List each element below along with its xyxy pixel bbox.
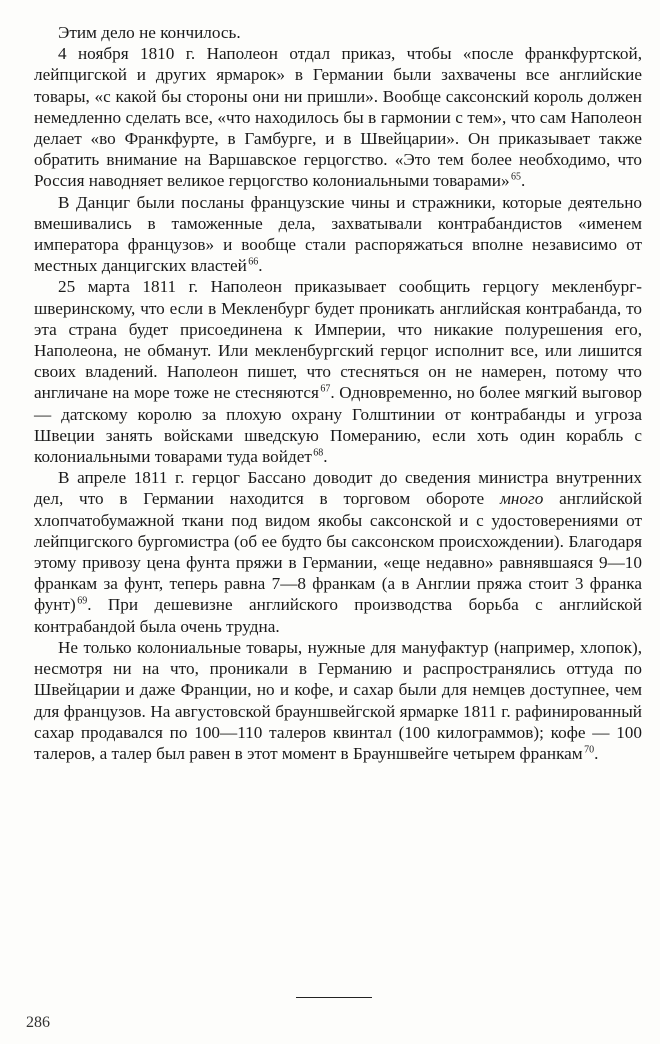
paragraph-text: Одновременно, но более мягкий выговор — датскому королю за плохую охрану Голштинии от контрабанды и угроза Швеции занять войсками шведскую Померанию, если хоть один корабль с колониальными товарами туда войдет xyxy=(34,383,643,467)
paragraph-1 xyxy=(34,22,642,43)
page-number: 286 xyxy=(26,1014,50,1031)
paragraph-text: Этим дело не кончилось. xyxy=(58,23,241,42)
paragraph-2: 4 ноября 1810 г. Наполеон отдал приказ, чтобы «после франкфуртской, лейпцигской и других ярмарок» в Германии были захвачены все английские товары, «с какой бы стороны они ни пришли». Вообще саксонский король должен немедленно сделать все, «что находилось бы в гармонии с тем», что сам Наполеон делает «во Франкфурте, в Гамбурге, и в Швейцарии». Он приказывает также обратить внимание на Варшавское герцогство. «Это тем более необходимо, что Россия наводняет великое герцогство колониальными товарами» $^{65}$. xyxy=(34,44,642,191)
paragraph-text: В Данциг были посланы французские чины и стражники, которые деятельно вмешивались в таможенные дела, захватывали контрабандистов «именем императора французов» и вообще стали распоряжаться вполне независимо от местных данцигских властей xyxy=(34,192,642,276)
paragraph-4: 25 марта 1811 г. Наполеон приказывает сообщить герцогу мекленбург-шверинскому, что если в Мекленбург будет проникать английская контрабанда, то эта страна будет присоединена к Империи, что никакие полурешения его, Наполеона, не обманут. Или мекленбургский герцог исполнит все, или лишится своих владений. Наполеон пишет, что стесняться он не намерен, потому что англичане на море тоже не стесняются $^{67}$. Одновременно, но более мягкий выговор — датскому королю за плохую охрану Голштинии от контрабанды и угроза Швеции занять войсками шведскую Померанию, если хоть один корабль с колониальными товарами туда войдет $^{68}$. xyxy=(34,277,643,467)
paragraph-text: Не только колониальные товары, нужные для мануфактур (например, хлопок), несмотря ни на что, проникали в Германию и распространялись оттуда по Швейцарии и даже Франции, но и кофе, и сахар были для немцев доступнее, чем для французов. На августовской брауншвейгской ярмарке 1811 г. рафинированный сахар продавался по 100—110 талеров квинтал (100 килограммов); кофе — 100 талеров, а талер был равен в этот момент в Брауншвейге четырем франкам xyxy=(34,637,642,763)
text-body xyxy=(34,22,642,764)
footnote-ref: 68 xyxy=(313,447,324,459)
paragraph-text: В апреле 1811 г. герцог Бассано доводит до сведения министра внутренних дел, что в Германии находится в торговом обороте xyxy=(34,468,642,509)
section-divider xyxy=(296,997,372,998)
emphasized-word: много xyxy=(499,489,544,509)
paragraph-5: В апреле 1811 г. герцог Бассано доводит до сведения министра внутренних дел, что в Германии находится в торговом обороте много английской хлопчатобумажной ткани под видом якобы саксонской и с удостоверениями от лейпцигского бургомистра (об ее будто бы саксонском происхождении). Благодаря этому привозу цена фунта пряжи в Германии, «еще недавно» равнявшаяся 9—10 франкам за фунт, теперь равна 7—8 франкам (а в Англии пряжа стоит 3 франка фунт) $^{69}$. При дешевизне английского производства борьба с английской контрабандой была очень трудна. xyxy=(34,468,643,636)
paragraph-text: 4 ноября 1810 г. Наполеон отдал приказ, чтобы «после франкфуртской, лейпцигской и других ярмарок» в Германии были захвачены все английские товары, «с какой бы стороны они ни пришли». Вообще саксонский король должен немедленно сделать все, «что находилось бы в гармонии с тем», что сам Наполеон делает «во Франкфурте, в Гамбурге, и в Швейцарии». Он приказывает также обратить внимание на Варшавское герцогство. «Это тем более необходимо, что Россия наводняет великое герцогство колониальными товарами» xyxy=(34,44,642,191)
paragraph-6: Не только колониальные товары, нужные для мануфактур (например, хлопок), несмотря ни на что, проникали в Германию и распространялись оттуда по Швейцарии и даже Франции, но и кофе, и сахар были для немцев доступнее, чем для французов. На августовской брауншвейгской ярмарке 1811 г. рафинированный сахар продавался по 100—110 талеров квинтал (100 килограммов); кофе — 100 талеров, а талер был равен в этот момент в Брауншвейге четырем франкам $^{70}$. xyxy=(34,637,642,763)
footnote-ref: 66 xyxy=(248,256,259,268)
paragraph-text: английской хлопчатобумажной ткани под видом якобы саксонской и с удостоверениями от лейпцигского бургомистра (об ее будто бы саксонском происхождении). Благодаря этому привозу цена фунта пряжи в Германии, «еще недавно» равнявшаяся 9—10 франкам за фунт, теперь равна 7—8 франкам (а в Англии пряжа стоит 3 франка фунт) xyxy=(34,489,643,615)
paragraph-text: 25 марта 1811 г. Наполеон приказывает сообщить герцогу мекленбург-шверинскому, что если в Мекленбург будет проникать английская контрабанда, то эта страна будет присоединена к Империи, что никакие полурешения его, Наполеона, не обманут. Или мекленбургский герцог исполнит все, или лишится своих владений. Наполеон пишет, что стесняться он не намерен, потому что англичане на море тоже не стесняются xyxy=(34,277,642,403)
footnote-ref: 70 xyxy=(584,744,595,756)
footnote-ref: 65 xyxy=(511,171,522,183)
paragraph-text: При дешевизне английского производства борьба с английской контрабандой была очень трудна. xyxy=(34,595,642,636)
footnote-ref: 69 xyxy=(77,595,88,607)
footnote-ref: 67 xyxy=(320,383,331,395)
paragraph-3: В Данциг были посланы французские чины и стражники, которые деятельно вмешивались в таможенные дела, захватывали контрабандистов «именем императора французов» и вообще стали распоряжаться вполне независимо от местных данцигских властей $^{66}$. xyxy=(34,192,642,276)
